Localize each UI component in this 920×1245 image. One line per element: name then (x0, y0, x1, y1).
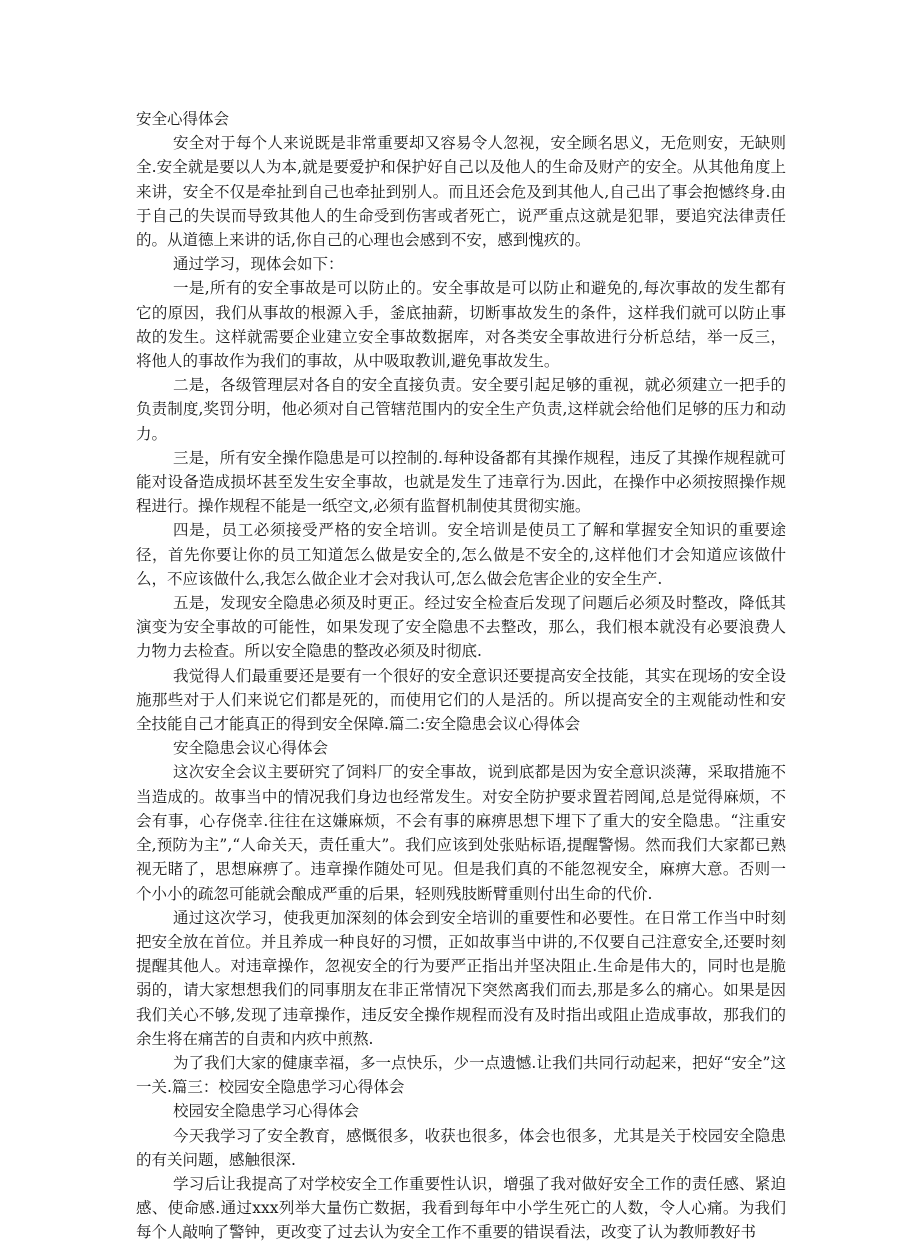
paragraph: 一是,所有的安全事故是可以防止的。安全事故是可以防止和避免的,每次事故的发生都有它的原因，我们从事故的根源入手，釜底抽薪，切断事故发生的条件，这样我们就可以防止事故的发生。这样就需要企业建立安全事故数据库，对各类安全事故进行分析总结，举一反三，将他人的事故作为我们的事故，从中吸取教训,避免事故发生。 (136, 279, 786, 371)
paragraph: 今天我学习了安全教育，感慨很多，收获也很多，体会也很多，尤其是关于校园安全隐患的有关问题，感触很深. (136, 1126, 786, 1169)
section-heading: 校园安全隐患学习心得体会 (173, 1102, 360, 1121)
document-body (136, 107, 786, 1245)
paragraph: 我觉得人们最重要还是要有一个很好的安全意识还要提高安全技能，其实在现场的安全设施那些对于人们来说它们都是死的，而使用它们的人是活的。所以提高安全的主观能动性和安全技能自己才能真正的得到安全保障.篇二:安全隐患会议心得体会 (136, 666, 786, 734)
paragraph: 四是，员工必须接受严格的安全培训。安全培训是使员工了解和掌握安全知识的重要途径，首先你要让你的员工知道怎么做是安全的,怎么做是不安全的,这样他们才会知道应该做什么，不应该做什么,我怎么做企业才会对我认可,怎么做会危害企业的安全生产. (136, 521, 786, 588)
paragraph: 学习后让我提高了对学校安全工作重要性认识，增强了我对做好安全工作的责任感、紧迫感、使命感.通过xxx列举大量伤亡数据，我看到每年中小学生死亡的人数，令人心痛。为我们每个人敲响了警钟，更改变了过去认为安全工作不重要的错误看法，改变了认为教师教好书 (136, 1174, 786, 1242)
paragraph: 五是，发现安全隐患必须及时更正。经过安全检查后发现了问题后必须及时整改，降低其演变为安全事故的可能性，如果发现了安全隐患不去整改，那么，我们根本就没有必要浪费人力物力去检查。所以安全隐患的整改必须及时彻底. (136, 594, 786, 661)
section-heading: 安全隐患会议心得体会 (173, 739, 329, 758)
paragraph: 二是，各级管理层对各自的安全直接负责。安全要引起足够的重视，就必须建立一把手的负责制度,奖罚分明，他必须对自己管辖范围内的安全生产负责,这样就会给他们足够的压力和动力。 (136, 376, 786, 443)
paragraph: 安全对于每个人来说既是非常重要却又容易令人忽视，安全顾名思义，无危则安，无缺则全.安全就是要以人为本,就是要爱护和保护好自己以及他人的生命及财产的安全。从其他角度上来讲，安全不仅是牵扯到自己也牵扯到别人。而且还会危及到其他人,自己出了事会抱憾终身.由于自己的失误而导致其他人的生命受到伤害或者死亡，说严重点这就是犯罪，要追究法律责任的。从道德上来讲的话,你自己的心理也会感到不安，感到愧疚的。 (136, 134, 786, 250)
paragraph: 这次安全会议主要研究了饲料厂的安全事故，说到底都是因为安全意识淡薄，采取措施不当造成的。故事当中的情况我们身边也经常发生。对安全防护要求置若罔闻,总是觉得麻烦，不会有事，心存侥幸.往往在这嫌麻烦，不会有事的麻痹思想下埋下了重大的安全隐患。“注重安全,预防为主”,“人命关天，责任重大”。我们应该到处张贴标语,提醒警惕。然而我们大家都已熟视无睹了，思想麻痹了。违章操作随处可见。但是我们真的不能忽视安全，麻痹大意。否则一个小小的疏忽可能就会酿成严重的后果，轻则残肢断臂重则付出生命的代价. (136, 763, 786, 903)
paragraph: 三是，所有安全操作隐患是可以控制的.每种设备都有其操作规程，违反了其操作规程就可能对设备造成损坏甚至发生安全事故，也就是发生了违章行为.因此，在操作中必须按照操作规程进行。操作规程不能是一纸空文,必须有监督机制使其贯彻实施。 (136, 448, 786, 516)
paragraph: 为了我们大家的健康幸福，多一点快乐，少一点遗憾.让我们共同行动起来，把好“安全”这一关.篇三：校园安全隐患学习心得体会 (136, 1053, 786, 1097)
paragraph: 通过学习，现体会如下： (173, 255, 344, 274)
document-title: 安全心得体会 (136, 110, 230, 128)
paragraph: 通过这次学习，使我更加深刻的体会到安全培训的重要性和必要性。在日常工作当中时刻把安全放在首位。并且养成一种良好的习惯，正如故事当中讲的,不仅要自己注意安全,还要时刻提醒其他人。对违章操作，忽视安全的行为要严正指出并坚决阻止.生命是伟大的，同时也是脆弱的，请大家想想我们的同事朋友在非正常情况下突然离我们而去,那是多么的痛心。如果是因我们关心不够,发现了违章操作，违反安全操作规程而没有及时指出或阻止造成事故，那我们的余生将在痛苦的自责和内疚中煎熬. (136, 908, 786, 1048)
